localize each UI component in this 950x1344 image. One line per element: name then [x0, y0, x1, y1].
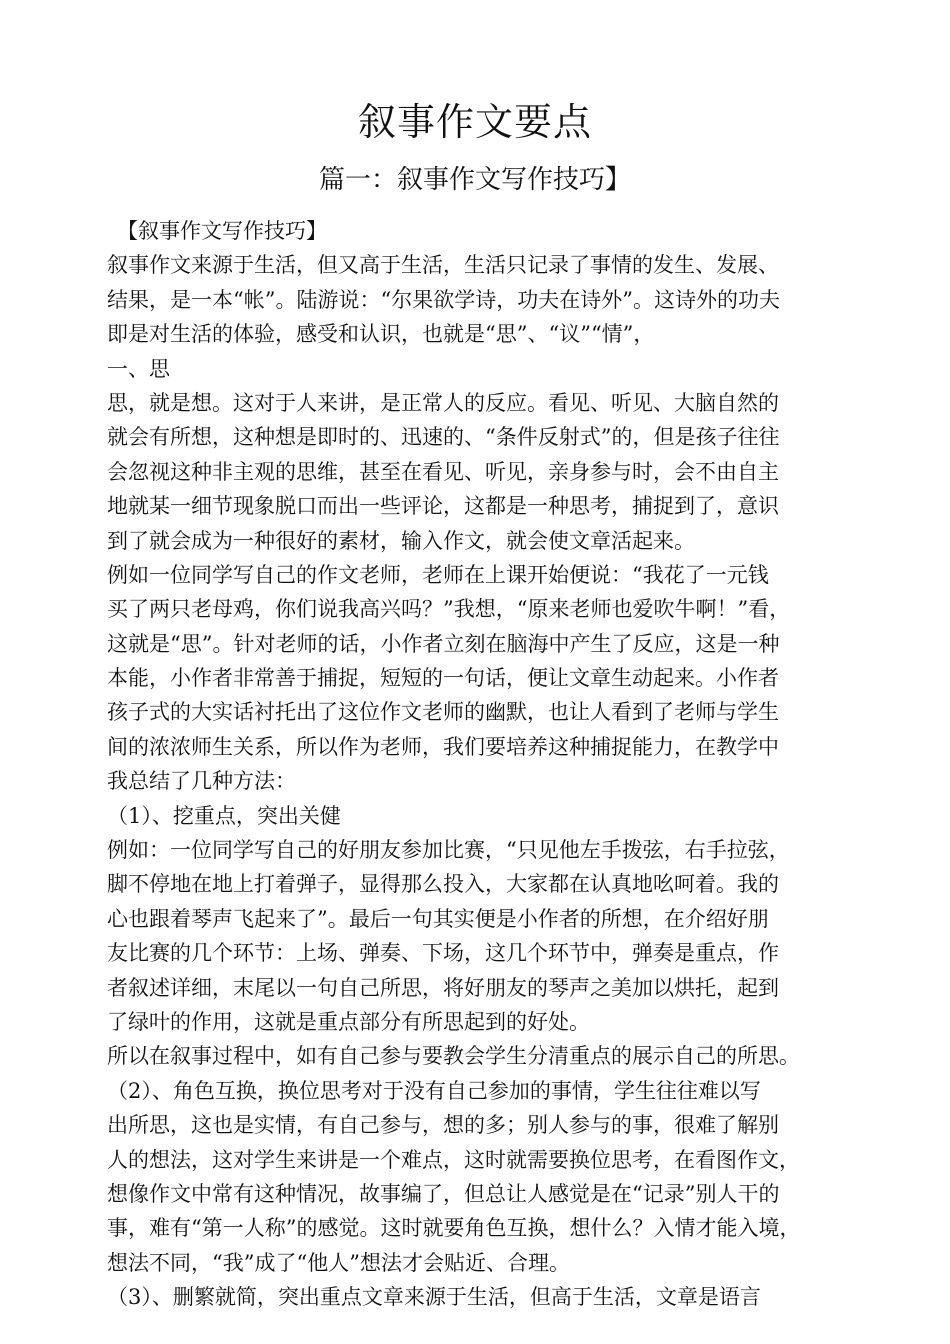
- paragraph-line: 例如一位同学写自己的作文老师，老师在上课开始便说：“我花了一元钱: [107, 562, 769, 587]
- paragraph-line: 会忽视这种非主观的思维，甚至在看见、听见，亲身参与时，会不由自主: [107, 459, 779, 484]
- paragraph-line: 思，就是想。这对于人来讲，是正常人的反应。看见、听见、大脑自然的: [107, 390, 779, 415]
- paragraph-line: 我总结了几种方法：: [107, 769, 296, 794]
- paragraph-line: 所以在叙事过程中，如有自己参与要教会学生分清重点的展示自己的所思。: [107, 1044, 800, 1069]
- paragraph-line: 即是对生活的体验，感受和认识，也就是“思”、“议”“情”，: [107, 322, 655, 347]
- document-body: [107, 214, 867, 1315]
- paragraph-line: 间的浓浓师生关系，所以作为老师，我们要培养这种捕捉能力，在教学中: [107, 734, 779, 759]
- numbered-heading: （2）、角色互换，换位思考对于没有自己参加的事情，学生往往难以写: [107, 1078, 761, 1103]
- paragraph-line: 地就某一细节现象脱口而出一些评论，这都是一种思考，捕捉到了，意识: [107, 494, 779, 519]
- paragraph-line: 孩子式的大实话衬托出了这位作文老师的幽默，也让人看到了老师与学生: [107, 700, 779, 725]
- paragraph-line: 本能，小作者非常善于捕捉，短短的一句话，便让文章生动起来。小作者: [107, 666, 779, 691]
- paragraph-line: 者叙述详细，末尾以一句自己所思，将好朋友的琴声之美加以烘托，起到: [107, 975, 779, 1000]
- paragraph-line: 买了两只老母鸡，你们说我高兴吗？”我想，“原来老师也爱吹牛啊！”看，: [107, 597, 791, 622]
- paragraph-line: 人的想法，这对学生来讲是一个难点，这时就需要换位思考，在看图作文，: [107, 1147, 800, 1172]
- paragraph-line: 这就是“思”。针对老师的话，小作者立刻在脑海中产生了反应，这是一种: [107, 631, 780, 656]
- document-title: 叙事作文要点: [357, 100, 592, 144]
- paragraph-line: 到了就会成为一种很好的素材，输入作文，就会使文章活起来。: [107, 528, 695, 553]
- paragraph-line: 结果，是一本“帐”。陆游说：“尔果欲学诗，功夫在诗外”。这诗外的功夫: [107, 287, 780, 312]
- paragraph-line: 就会有所想，这种想是即时的、迅速的、“条件反射式”的，但是孩子往往: [107, 425, 780, 450]
- numbered-heading: （3）、删繁就简，突出重点文章来源于生活，但高于生活，文章是语言: [107, 1285, 761, 1310]
- paragraph-line: 脚不停地在地上打着弹子，显得那么投入，大家都在认真地吆呵着。我的: [107, 872, 779, 897]
- section-heading: 一、思: [107, 356, 170, 381]
- paragraph-line: 心也跟着琴声飞起来了”。最后一句其实便是小作者的所想，在介绍好朋: [107, 906, 769, 931]
- paragraph-line: 想像作文中常有这种情况，故事编了，但总让人感觉是在“记录”别人干的: [107, 1181, 780, 1206]
- paragraph-line: 了绿叶的作用，这就是重点部分有所思起到的好处。: [107, 1009, 590, 1034]
- paragraph-line: 出所思，这也是实情，有自己参与，想的多；别人参与的事，很难了解别: [107, 1113, 779, 1138]
- paragraph-line: 想法不同，“我”成了“他人”想法才会贴近、合理。: [107, 1250, 570, 1275]
- paragraph-line: 例如：一位同学写自己的好朋友参加比赛，“只见他左手拨弦，右手拉弦，: [107, 838, 790, 863]
- paragraph-line: 友比赛的几个环节：上场、弹奏、下场，这几个环节中，弹奏是重点，作: [107, 941, 779, 966]
- paragraph-line: 叙事作文来源于生活，但又高于生活，生活只记录了事情的发生、发展、: [107, 253, 779, 278]
- paragraph-line: 事，难有“第一人称”的感觉。这时就要角色互换，想什么？入情才能入境，: [107, 1216, 801, 1241]
- section-heading: 【叙事作文写作技巧】: [117, 219, 327, 243]
- document-subtitle: 篇一：叙事作文写作技巧】: [318, 165, 631, 195]
- numbered-heading: （1）、挖重点，突出关健: [107, 803, 341, 828]
